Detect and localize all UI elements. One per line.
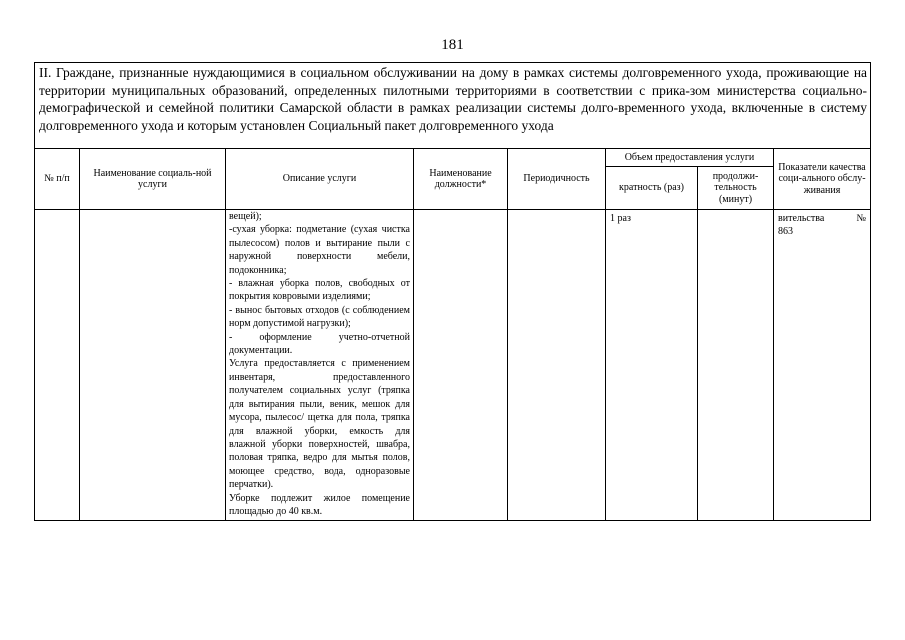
quality-text: вительства	[778, 213, 825, 224]
header-frequency: кратность (раз)	[606, 167, 698, 210]
description-line: -сухая уборка: подметание (сухая чистка пылесосом) полов и вытирание пыли с наружной поверхности мебели, подоконника;	[229, 224, 410, 276]
description-line: - вынос бытовых отходов (с соблюдением норм допустимой нагрузки);	[229, 304, 410, 330]
header-duration: продолжи-тельность (минут)	[698, 167, 774, 210]
header-num: № п/п	[35, 149, 80, 210]
cell-duration	[698, 210, 774, 521]
description-line: Уборке подлежит жилое помещение площадью до 40 кв.м.	[229, 492, 410, 517]
description-line: - влажная уборка полов, свободных от покрытия ковровыми изделиями;	[229, 278, 410, 303]
services-table	[34, 62, 871, 521]
cell-position	[414, 210, 508, 521]
description-line: Услуга предоставляется с применением инвентаря, предоставленного получателем социальных услуг (тряпка для вытирания пыли, веник, мешок для мусора, пылесос/ щетка для пола, тряпка для влажной уборки, емкость для влажной уборки поверхностей, швабра, половая тряпка, ведро для мытья полов, моющее средство, вода, одноразовые перчатки).	[229, 358, 410, 491]
cell-periodicity	[508, 210, 606, 521]
description-line: - оформление учетно-отчетной документации.	[229, 331, 410, 357]
quality-number: 863	[778, 226, 793, 237]
cell-quality	[774, 210, 871, 521]
header-volume: Объем предоставления услуги	[606, 149, 774, 167]
cell-description	[226, 210, 414, 521]
header-periodicity: Периодичность	[508, 149, 606, 210]
table-row	[35, 210, 871, 521]
quality-number-sign: №	[856, 213, 867, 224]
description-line: вещей);	[229, 211, 262, 222]
header-description: Описание услуги	[226, 149, 414, 210]
cell-service-name	[80, 210, 226, 521]
cell-num	[35, 210, 80, 521]
section-title: II. Граждане, признанные нуждающимися в социальном обслуживании на дому в рамках системы долговременного ухода, проживающие на территории муниципальных образований, определенных пилотными территориями в соответствии с прика-зом министерства социально-демографической и семейной политики Самарской области в рамках реализации системы долго-временного ухода, включенные в систему долговременного ухода и которым установлен Социальный пакет долговременного ухода	[35, 63, 871, 149]
header-service-name: Наименование социаль-ной услуги	[80, 149, 226, 210]
header-position: Наименование должности*	[414, 149, 508, 210]
header-quality: Показатели качества соци-ального обслу-живания	[774, 149, 871, 210]
page-number: 181	[441, 37, 464, 53]
cell-frequency: 1 раз	[606, 210, 698, 521]
